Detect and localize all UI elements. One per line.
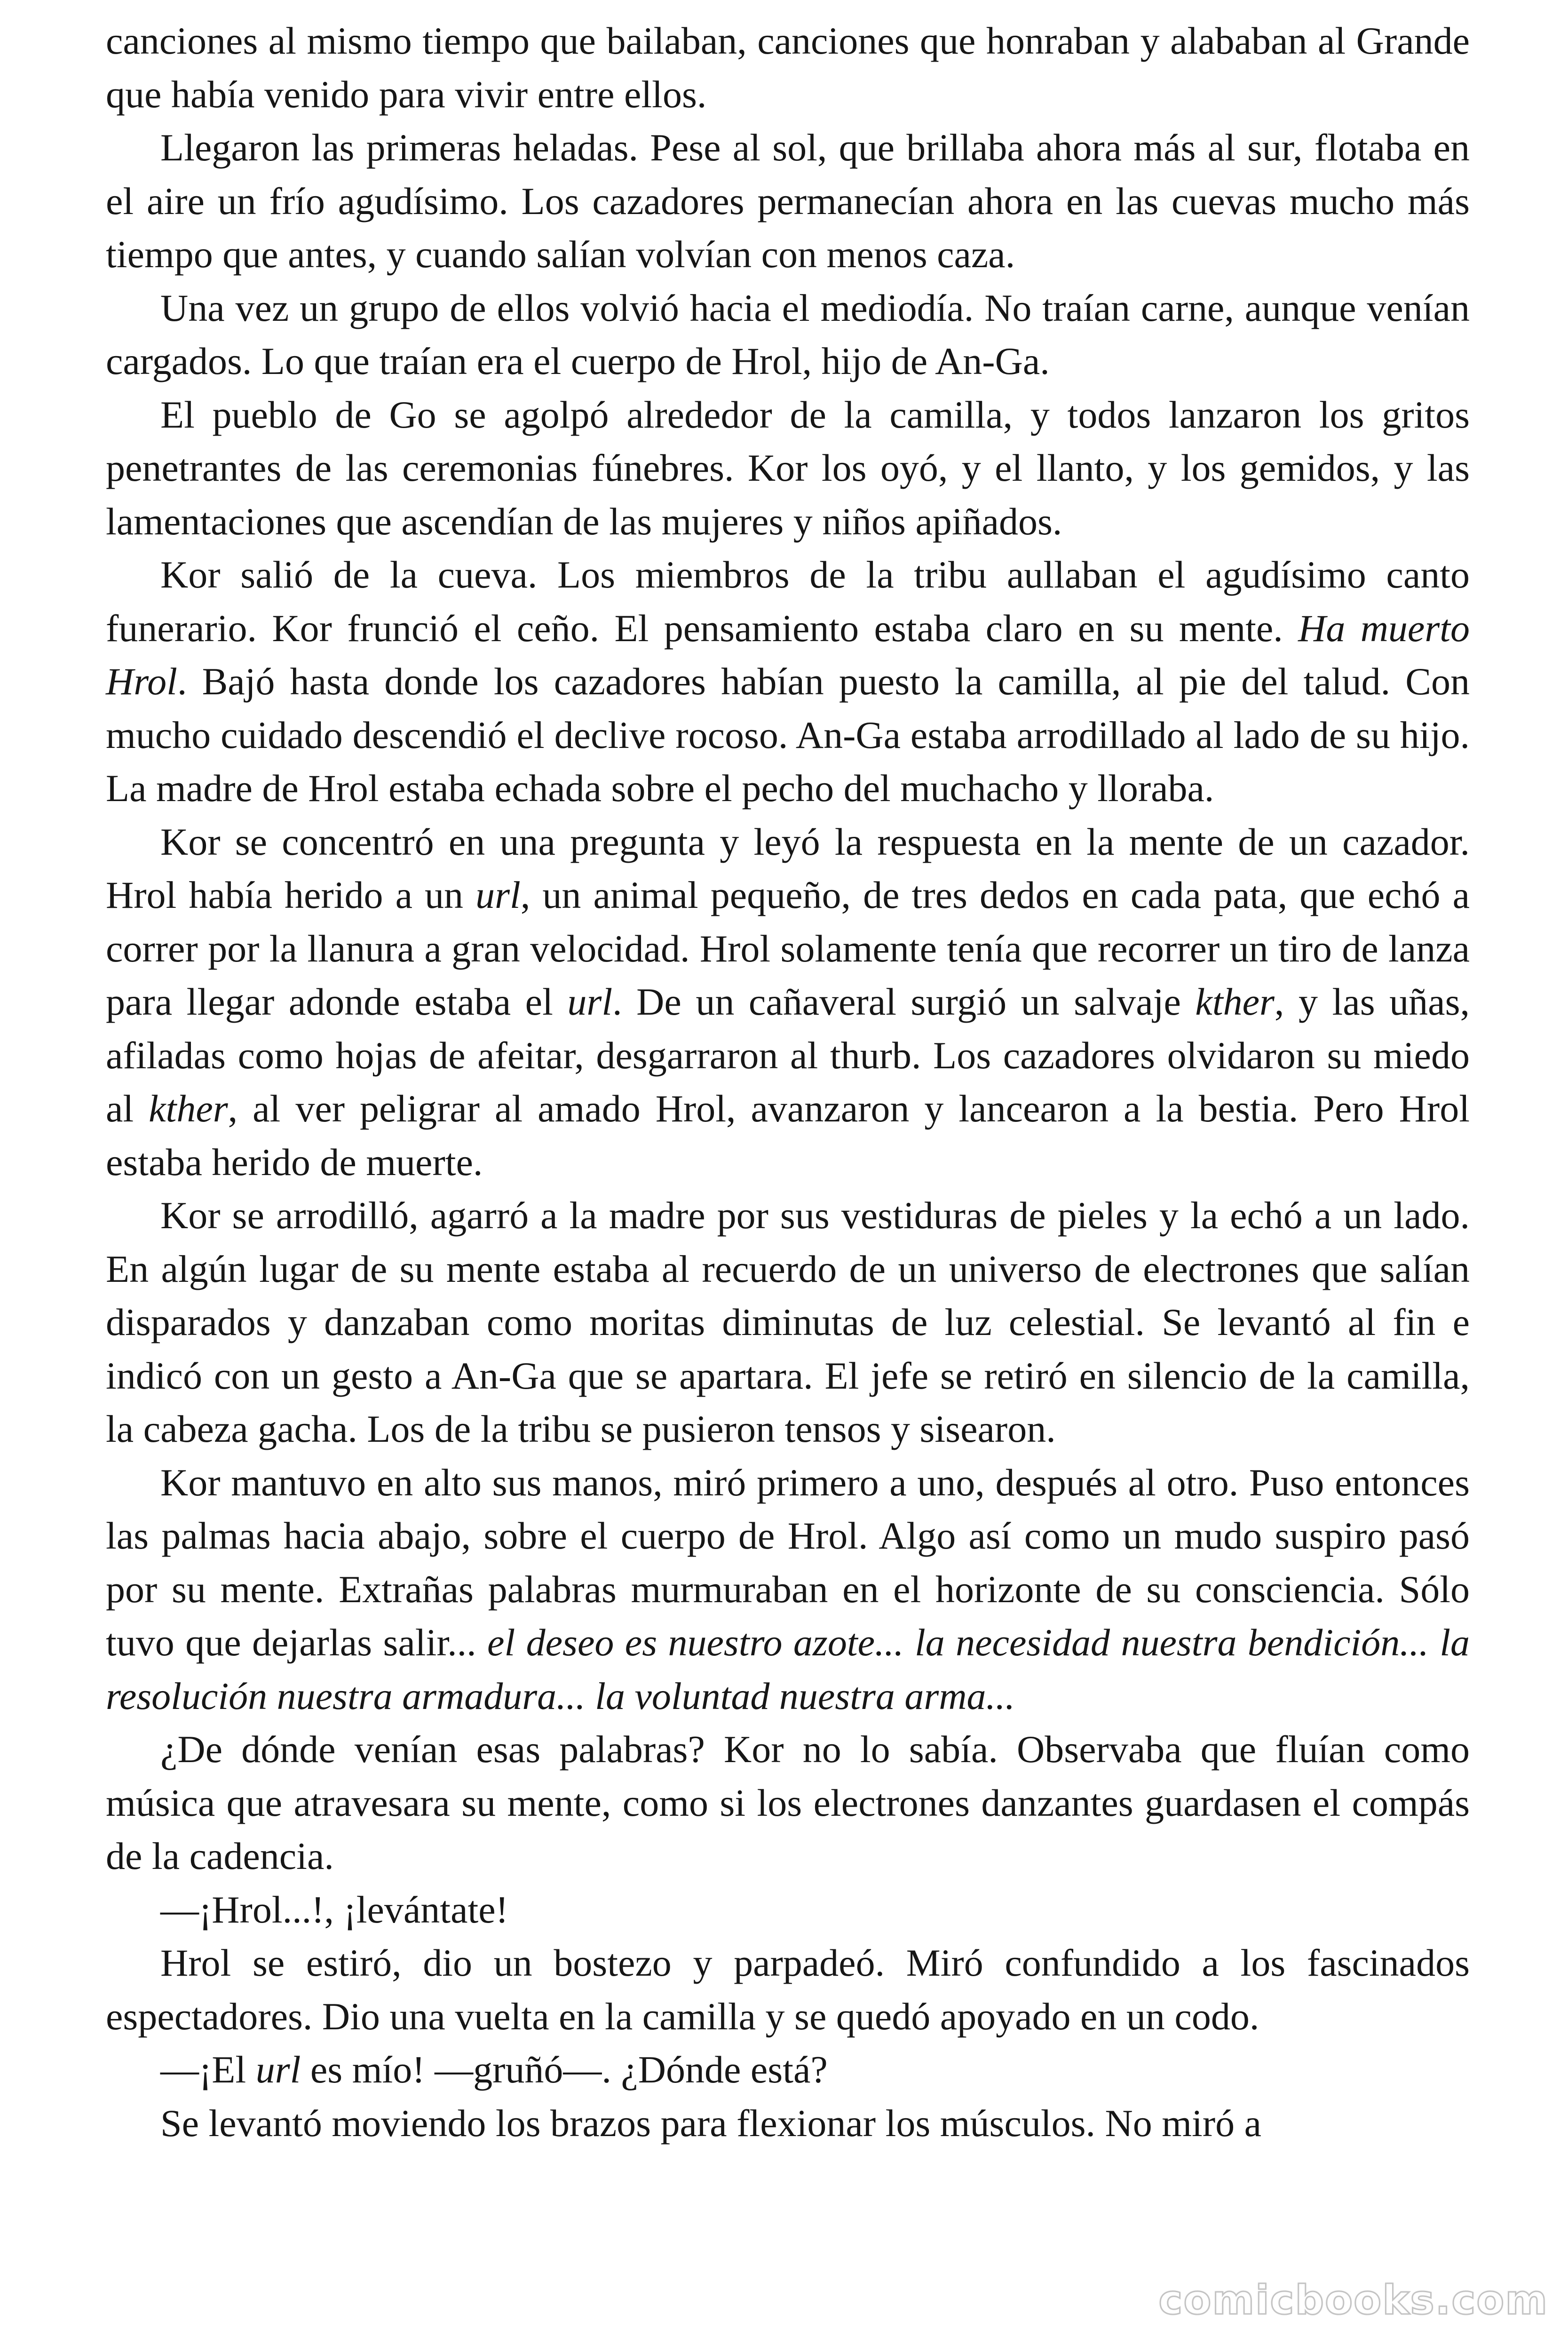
- paragraph: [106, 14, 1470, 121]
- text-run: , y las uñas, afiladas como hojas de afeitar, desgarraron al thurb. Los cazadores olvidaron su miedo al: [106, 980, 1470, 1130]
- text-run: —¡Hrol...!, ¡levántate!: [160, 1888, 508, 1931]
- watermark-logo: comicbooks.com: [1158, 2277, 1548, 2324]
- paragraph: [106, 2097, 1470, 2150]
- text-run: El pueblo de Go se agolpó alrededor de la camilla, y todos lanzaron los gritos penetrantes de las ceremonias fúnebres. Kor los oyó, y el llanto, y los gemidos, y las lamentaciones que ascendían de las mujeres y niños apiñados.: [106, 393, 1470, 543]
- text-run: Hrol se estiró, dio un bostezo y parpadeó. Miró confundido a los fascinados espectadores. Dio una vuelta en la camilla y se quedó apoyado en un codo.: [106, 1941, 1470, 2038]
- paragraph: [106, 121, 1470, 281]
- text-run: . Bajó hasta donde los cazadores habían puesto la camilla, al pie del talud. Con mucho cuidado descendió el declive rocoso. An-Ga estaba arrodillado al lado de su hijo. La madre de Hrol estaba echada sobre el pecho del muchacho y lloraba.: [106, 660, 1470, 810]
- text-run: —¡El: [160, 2048, 256, 2091]
- text-run: Kor salió de la cueva. Los miembros de la tribu aullaban el agudísimo canto funerario. Kor frunció el ceño. El pensamiento estaba claro en su mente.: [106, 553, 1470, 650]
- text-run: Llegaron las primeras heladas. Pese al sol, que brillaba ahora más al sur, flotaba en el aire un frío agudísimo. Los cazadores permanecían ahora en las cuevas mucho más tiempo que antes, y cuando salían volvían con menos caza.: [106, 126, 1470, 276]
- italic-text: url: [255, 2048, 301, 2091]
- paragraph: [106, 815, 1470, 1189]
- text-run: Kor se concentró en una pregunta y leyó la respuesta en la mente de un cazador. Hrol había herido a un: [106, 820, 1470, 916]
- page-body: [106, 14, 1470, 2150]
- text-run: Kor se arrodilló, agarró a la madre por sus vestiduras de pieles y la echó a un lado. En algún lugar de su mente estaba al recuerdo de un universo de electrones que salían disparados y danzaban como moritas diminutas de luz celestial. Se levantó al fin e indicó con un gesto a An-Ga que se apartara. El jefe se retiró en silencio de la camilla, la cabeza gacha. Los de la tribu se pusieron tensos y sisearon.: [106, 1194, 1470, 1450]
- paragraph: [106, 1456, 1470, 1723]
- text-run: Una vez un grupo de ellos volvió hacia el mediodía. No traían carne, aunque venían cargados. Lo que traían era el cuerpo de Hrol, hijo de An-Ga.: [106, 286, 1470, 382]
- text-run: Kor mantuvo en alto sus manos, miró primero a uno, después al otro. Puso entonces las palmas hacia abajo, sobre el cuerpo de Hrol. Algo así como un mudo suspiro pasó por su mente. Extrañas palabras murmuraban en el horizonte de su consciencia. Sólo tuvo que dejarlas salir...: [106, 1461, 1470, 1664]
- paragraph: [106, 1723, 1470, 1883]
- text-run: ¿De dónde venían esas palabras? Kor no lo sabía. Observaba que fluían como música que atravesara su mente, como si los electrones danzantes guardasen el compás de la cadencia.: [106, 1728, 1470, 1877]
- text-run: canciones al mismo tiempo que bailaban, canciones que honraban y alababan al Grande que había venido para vivir entre ellos.: [106, 19, 1470, 116]
- paragraph: [106, 2043, 1470, 2097]
- paragraph: [106, 281, 1470, 388]
- text-run: , al ver peligrar al amado Hrol, avanzaron y lancearon a la bestia. Pero Hrol estaba herido de muerte.: [106, 1087, 1470, 1184]
- italic-text: Ha muerto Hrol: [106, 606, 1470, 703]
- italic-text: kther: [149, 1087, 228, 1130]
- italic-text: url: [567, 980, 613, 1023]
- italic-text: kther: [1195, 980, 1275, 1023]
- text-run: Se levantó moviendo los brazos para flexionar los músculos. No miró a: [160, 2101, 1262, 2145]
- text-run: . De un cañaveral surgió un salvaje: [612, 980, 1196, 1023]
- paragraph: [106, 1189, 1470, 1456]
- italic-text: url: [475, 874, 521, 916]
- paragraph: [106, 388, 1470, 548]
- text-run: es mío! —gruñó—. ¿Dónde está?: [301, 2048, 828, 2091]
- paragraph: [106, 1936, 1470, 2043]
- paragraph: [106, 1883, 1470, 1937]
- paragraph: [106, 548, 1470, 815]
- text-run: , un animal pequeño, de tres dedos en cada pata, que echó a correr por la llanura a gran velocidad. Hrol solamente tenía que recorrer un tiro de lanza para llegar adonde estaba el: [106, 874, 1470, 1023]
- italic-text: el deseo es nuestro azote... la necesidad nuestra bendición... la resolución nuestra armadura... la voluntad nuestra arma...: [106, 1621, 1470, 1717]
